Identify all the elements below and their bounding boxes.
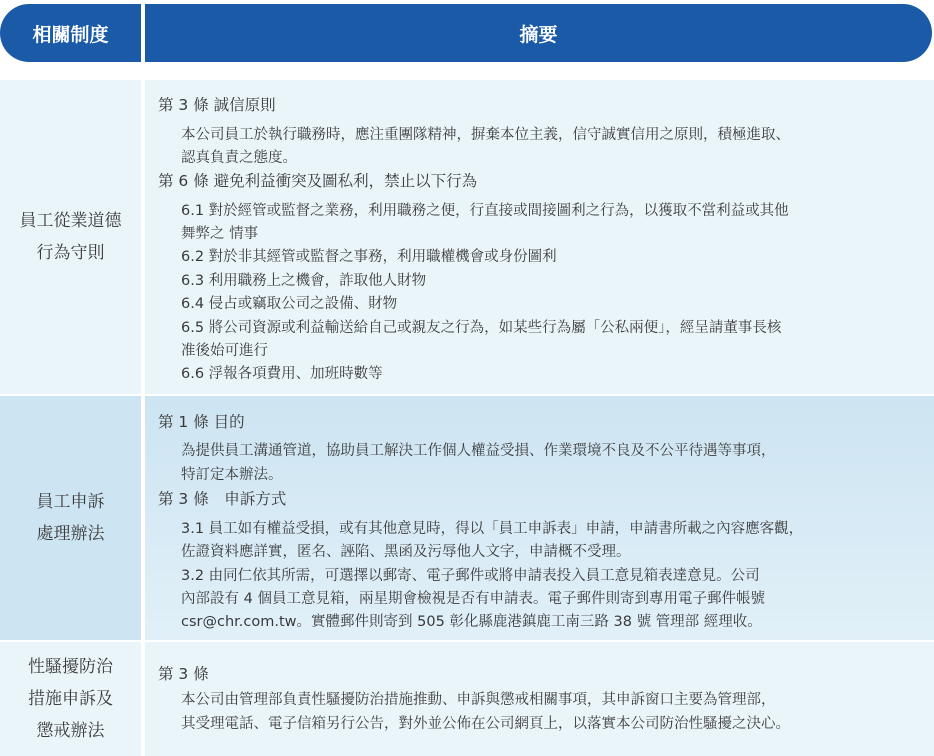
category-line: 員工申訴: [36, 492, 105, 512]
article-text: 6.1 對於經管或監督之業務，利用職務之便，行直接或間接圖利之行為，以獲取不當利益或其他: [181, 203, 789, 219]
row-category: [0, 642, 141, 756]
article-text: 內部設有 4 個員工意見箱，兩星期會檢視是否有申請表。電子郵件則寄到專用電子郵件帳號: [181, 591, 765, 607]
article-text: 本公司員工於執行職務時，應注重團隊精神，摒棄本位主義，信守誠實信用之原則，積極進取、: [181, 127, 790, 143]
article-text: 3.1 員工如有權益受損，或有其他意見時，得以「員工申訴表」申請，申請書所載之內容應客觀，: [181, 521, 804, 537]
category-line: 性騷擾防治: [28, 657, 113, 677]
row-category: [0, 80, 141, 394]
row-summary: [145, 80, 934, 394]
article-text: csr@chr.com.tw。實體郵件則寄到 505 彰化縣鹿港鎮鹿工南三路 38 號 管理部 經理收。: [181, 614, 762, 630]
table-header: [0, 4, 934, 62]
category-line: 措施申訴及: [28, 689, 113, 709]
header-summary: 摘要: [145, 4, 932, 62]
article-text: 舞弊之 情事: [181, 226, 259, 242]
article-title: 第 3 條 誠信原則: [158, 96, 276, 114]
table-row: [0, 396, 934, 640]
article-title: 第 6 條 避免利益衝突及圖私利，禁止以下行為: [158, 172, 478, 190]
category-line: 行為守則: [36, 243, 105, 263]
table-row: [0, 642, 934, 756]
article-text: 為提供員工溝通管道，協助員工解決工作個人權益受損、作業環境不良及不公平待遇等事項，: [181, 443, 776, 459]
category-line: 懲戒辦法: [36, 721, 105, 741]
article-text: 6.4 侵占或竊取公司之設備、財物: [181, 296, 398, 312]
category-line: 員工從業道德: [19, 211, 122, 231]
header-related-rules: 相關制度: [0, 4, 141, 62]
article-title: 第 3 條: [158, 665, 209, 683]
article-text: 6.2 對於非其經管或監督之事務，利用職權機會或身份圖利: [181, 249, 557, 265]
article-text: 6.6 浮報各項費用、加班時數等: [181, 366, 383, 382]
article-text: 6.3 利用職務上之機會，詐取他人財物: [181, 273, 427, 289]
article-text: 佐證資料應詳實，匿名、誣陷、黑函及污辱他人文字，申請概不受理。: [181, 544, 631, 560]
article-title: 第 1 條 目的: [158, 413, 245, 431]
article-text: 其受理電話、電子信箱另行公告，對外並公佈在公司網頁上，以落實本公司防治性騷擾之決心。: [181, 716, 790, 732]
row-summary: [145, 396, 934, 640]
article-text: 3.2 由同仁依其所需，可選擇以郵寄、電子郵件或將申請表投入員工意見箱表達意見。公司: [181, 568, 760, 584]
article-text: 認真負責之態度。: [181, 150, 297, 166]
row-summary: [145, 642, 934, 756]
category-line: 處理辦法: [36, 524, 105, 544]
article-text: 本公司由管理部負責性騷擾防治措施推動、申訴與懲戒相關事項，其申訴窗口主要為管理部，: [181, 692, 776, 708]
table-row: [0, 80, 934, 394]
article-text: 6.5 將公司資源或利益輸送給自己或親友之行為，如某些行為屬「公私兩便」，經呈請董事長核: [181, 320, 782, 336]
article-title: 第 3 條 申訴方式: [158, 490, 287, 508]
article-text: 准後始可進行: [181, 343, 268, 359]
row-category: [0, 396, 141, 640]
article-text: 特訂定本辦法。: [181, 467, 283, 483]
